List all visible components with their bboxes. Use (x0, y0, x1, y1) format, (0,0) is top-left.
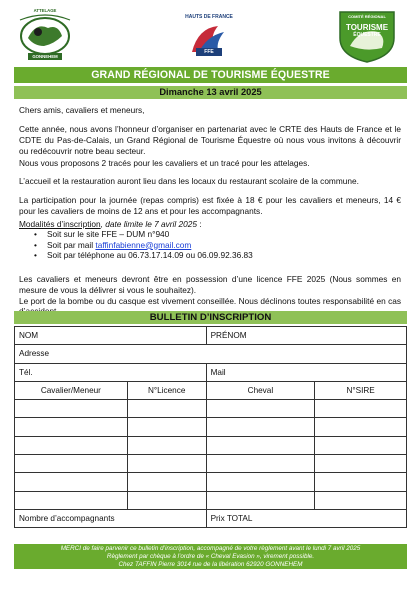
modalites-deadline: , date limite le 7 avril 2025 (100, 219, 198, 229)
modalite-mail: Soit par mail (47, 239, 96, 250)
footer-note (14, 544, 407, 569)
col-cavalier-header: Cavalier/Meneur (15, 381, 128, 399)
traces-paragraph: Nous vous proposons 2 tracés pour les cavaliers et un tracé pour les attelages. (19, 158, 310, 168)
cell[interactable] (15, 436, 128, 454)
cell[interactable] (15, 418, 128, 436)
intro-paragraph: Cette année, nous avons l’honneur d’organiser en partenariat avec le CRTE des Hauts de France et le CDTE du Pas-de-Calais, un Grand Régional de Tourisme Équestre où nous vous invitons à découvrir ou redécouvrir notre beau secteur. (19, 124, 401, 156)
cell[interactable] (127, 436, 206, 454)
cell[interactable] (127, 473, 206, 491)
cell[interactable] (206, 400, 315, 418)
table-row (15, 327, 407, 345)
cell[interactable] (315, 455, 407, 473)
cell[interactable] (315, 436, 407, 454)
col-sire-header: N°SIRE (315, 381, 407, 399)
email-link[interactable]: taffinfabienne@gmail.com (95, 239, 192, 250)
cell[interactable] (15, 455, 128, 473)
footer-line-1: MERCI de faire parvenir ce bulletin d’inscription, accompagné de votre règlement avant le lundi 7 avril 2025 (60, 545, 361, 552)
list-item (34, 240, 253, 251)
adresse-field[interactable]: Adresse (15, 345, 407, 363)
cell[interactable] (15, 491, 128, 509)
prix-total-field[interactable]: Prix TOTAL (206, 509, 406, 527)
crte-logo-sub: ÉQUESTRE (353, 32, 381, 38)
inscription-form (14, 326, 407, 528)
crte-logo-top: COMITÉ RÉGIONAL (348, 14, 386, 19)
ffe-logo-text: FFE (204, 49, 214, 55)
col-licence-header: N°Licence (127, 381, 206, 399)
modalite-phone: Soit par téléphone au 06.73.17.14.09 ou 06.09.92.36.83 (47, 250, 253, 261)
prenom-field[interactable]: PRÉNOM (206, 327, 406, 345)
table-row (15, 418, 407, 436)
cell[interactable] (127, 400, 206, 418)
cell[interactable] (15, 473, 128, 491)
cell[interactable] (206, 436, 315, 454)
table-row (15, 400, 407, 418)
modalite-ffe: Soit sur le site FFE – DUM n°940 (47, 229, 170, 239)
tel-field[interactable]: Tél. (15, 363, 207, 381)
hdf-logo-text: HAUTS DE FRANCE (185, 14, 233, 20)
cell[interactable] (15, 400, 128, 418)
list-item (34, 229, 253, 240)
greeting: Chers amis, cavaliers et meneurs, (19, 105, 145, 115)
club-logo (14, 8, 76, 62)
crte-logo (336, 8, 398, 64)
table-row (15, 491, 407, 509)
cell[interactable] (206, 455, 315, 473)
list-item (34, 250, 253, 261)
bombe-text: Le port de la bombe ou du casque est vivement conseillée. Nous déclinons toutes responsabilité en cas (19, 295, 401, 306)
bulletin-title: BULLETIN D’INSCRIPTION (14, 311, 407, 324)
club-logo-top-text: ATTELAGE (33, 8, 57, 13)
modalites-colon: : (197, 219, 202, 229)
club-logo-bottom-text: GONNEHEM (32, 54, 58, 59)
nom-field[interactable]: NOM (15, 327, 207, 345)
cell[interactable] (206, 491, 315, 509)
table-row (15, 436, 407, 454)
cell[interactable] (315, 418, 407, 436)
accompagnants-field[interactable]: Nombre d’accompagnants (15, 509, 207, 527)
cell[interactable] (127, 418, 206, 436)
table-header-row (15, 381, 407, 399)
cell[interactable] (127, 455, 206, 473)
mail-field[interactable]: Mail (206, 363, 406, 381)
licence-text: Les cavaliers et meneurs devront être en possession d’une licence FFE 2025 (Nous sommes en mesure de vous la délivrer si vous le souhaitez). (19, 274, 401, 295)
modalites-list (34, 229, 253, 261)
table-row (15, 363, 407, 381)
footer-line-2: Règlement par chèque à l’ordre de « Cheval Evasion », virement possible. (106, 552, 315, 560)
cell[interactable] (127, 491, 206, 509)
event-date: Dimanche 13 avril 2025 (14, 86, 407, 99)
bullet-icon: • (34, 239, 37, 250)
cell[interactable] (315, 491, 407, 509)
table-row (15, 473, 407, 491)
bullet-icon: • (34, 250, 37, 261)
cell[interactable] (315, 400, 407, 418)
cell[interactable] (315, 473, 407, 491)
modalites-label: Modalités d’inscription (19, 219, 101, 229)
table-row (15, 509, 407, 527)
table-row (15, 455, 407, 473)
participation-paragraph: La participation pour la journée (repas compris) est fixée à 18 € pour les cavaliers et meneurs, 14 € pour les cavaliers de moins de 12 ans et pour les accompagnants. (19, 195, 401, 216)
hauts-de-france-logo (168, 14, 250, 62)
cell[interactable] (206, 418, 315, 436)
table-row (15, 345, 407, 363)
cell[interactable] (206, 473, 315, 491)
accueil-paragraph: L’accueil et la restauration auront lieu dans les locaux du restaurant scolaire de la commune. (19, 176, 359, 186)
footer-line-3: Chez TAFFIN Pierre 3014 rue de la libération 62920 GONNEHEM (118, 560, 303, 568)
col-cheval-header: Cheval (206, 381, 315, 399)
document-title: GRAND RÉGIONAL DE TOURISME ÉQUESTRE (14, 67, 407, 83)
crte-logo-main: TOURISME (345, 23, 389, 32)
bullet-icon: • (34, 229, 37, 239)
